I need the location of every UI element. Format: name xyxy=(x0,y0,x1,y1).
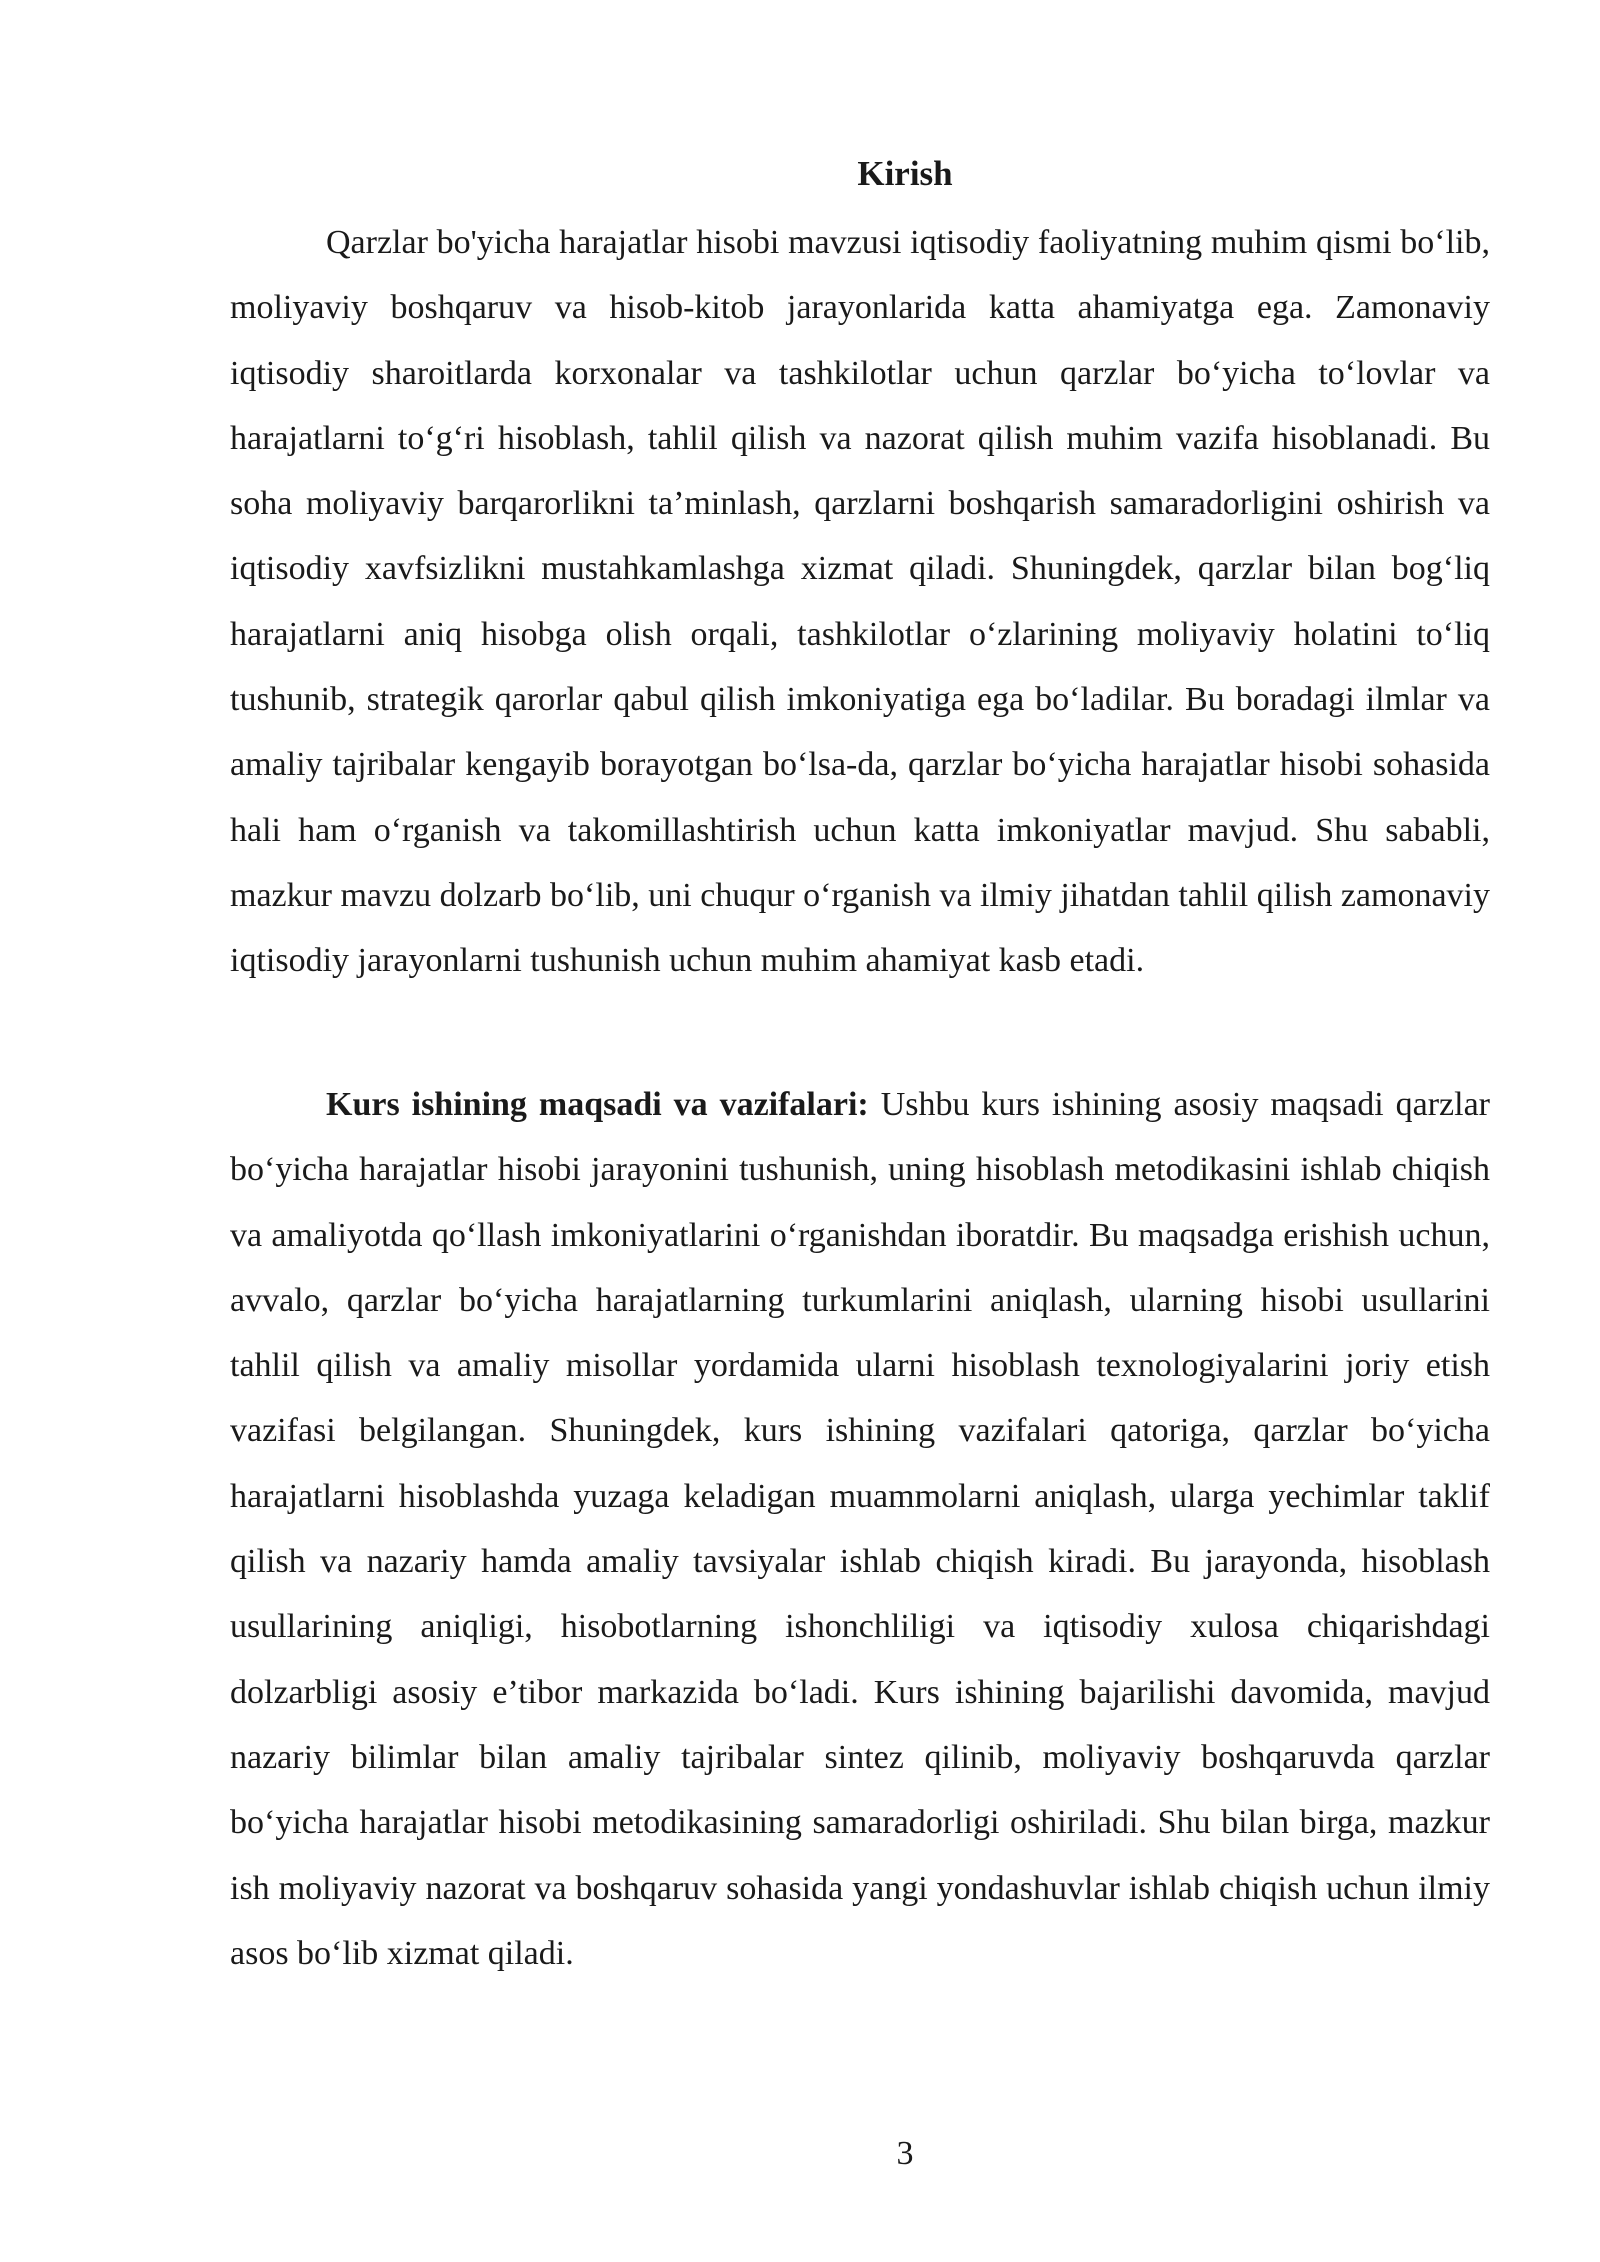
page-number: 3 xyxy=(896,2135,914,2172)
intro-paragraph-text: Qarzlar bo'yicha harajatlar hisobi mavzusi iqtisodiy faoliyatning muhim qismi bo‘lib, moliyaviy boshqaruv va hisob-kitob jarayonlarida katta ahamiyatga ega. Zamonaviy iqtisodiy sharoitlarda korxonalar va tashkilotlar uchun qarzlar bo‘yicha to‘lovlar va harajatlarni to‘g‘ri hisoblash, tahlil qilish va nazorat qilish muhim vazifa hisoblanadi. Bu soha moliyaviy barqarorlikni ta’minlash, qarzlarni boshqarish samaradorligini oshirish va iqtisodiy xavfsizlikni mustahkamlashga xizmat qiladi. Shuningdek, qarzlar bilan bog‘liq harajatlarni aniq hisobga olish orqali, tashkilotlar o‘zlarining moliyaviy holatini to‘liq tushunib, strategik qarorlar qabul qilish imkoniyatiga ega bo‘ladilar. Bu boradagi ilmlar va amaliy tajribalar kengayib borayotgan bo‘lsa-da, qarzlar bo‘yicha harajatlar hisobi sohasida hali ham o‘rganish va takomillashtirish uchun katta imkoniyatlar mavjud. Shu sababli, mazkur mavzu dolzarb bo‘lib, uni chuqur o‘rganish va ilmiy jihatdan tahlil qilish zamonaviy iqtisodiy jarayonlarni tushunish uchun muhim ahamiyat kasb etadi. xyxy=(230,224,1490,980)
goals-paragraph-lead: Kurs ishining maqsadi va vazifalari: xyxy=(326,1086,869,1123)
goals-paragraph-text: Ushbu kurs ishining asosiy maqsadi qarzlar bo‘yicha harajatlar hisobi jarayonini tushunish, uning hisoblash metodikasini ishlab chiqish va amaliyotda qo‘llash imkoniyatlarini o‘rganishdan iboratdir. Bu maqsadga erishish uchun, avvalo, qarzlar bo‘yicha harajatlarning turkumlarini aniqlash, ularning hisobi usullarini tahlil qilish va amaliy misollar yordamida ularni hisoblash texnologiyalarini joriy etish vazifasi belgilangan. Shuningdek, kurs ishining vazifalari qatoriga, qarzlar bo‘yicha harajatlarni hisoblashda yuzaga keladigan muammolarni aniqlash, ularga yechimlar taklif qilish va nazariy hamda amaliy tavsiyalar ishlab chiqish kiradi. Bu jarayonda, hisoblash usullarining aniqligi, hisobotlarning ishonchliligi va iqtisodiy xulosa chiqarishdagi dolzarbligi asosiy e’tibor markazida bo‘ladi. Kurs ishining bajarilishi davomida, mavjud nazariy bilimlar bilan amaliy tajribalar sintez qilinib, moliyaviy boshqaruvda qarzlar bo‘yicha harajatlar hisobi metodikasining samaradorligi oshiriladi. Shu bilan birga, mazkur ish moliyaviy nazorat va boshqaruv sohasida yangi yondashuvlar ishlab chiqish uchun ilmiy asos bo‘lib xizmat qiladi. xyxy=(230,1086,1490,1972)
goals-paragraph xyxy=(230,1072,1490,1986)
section-title: Kirish xyxy=(857,154,953,193)
intro-paragraph xyxy=(230,210,1490,994)
